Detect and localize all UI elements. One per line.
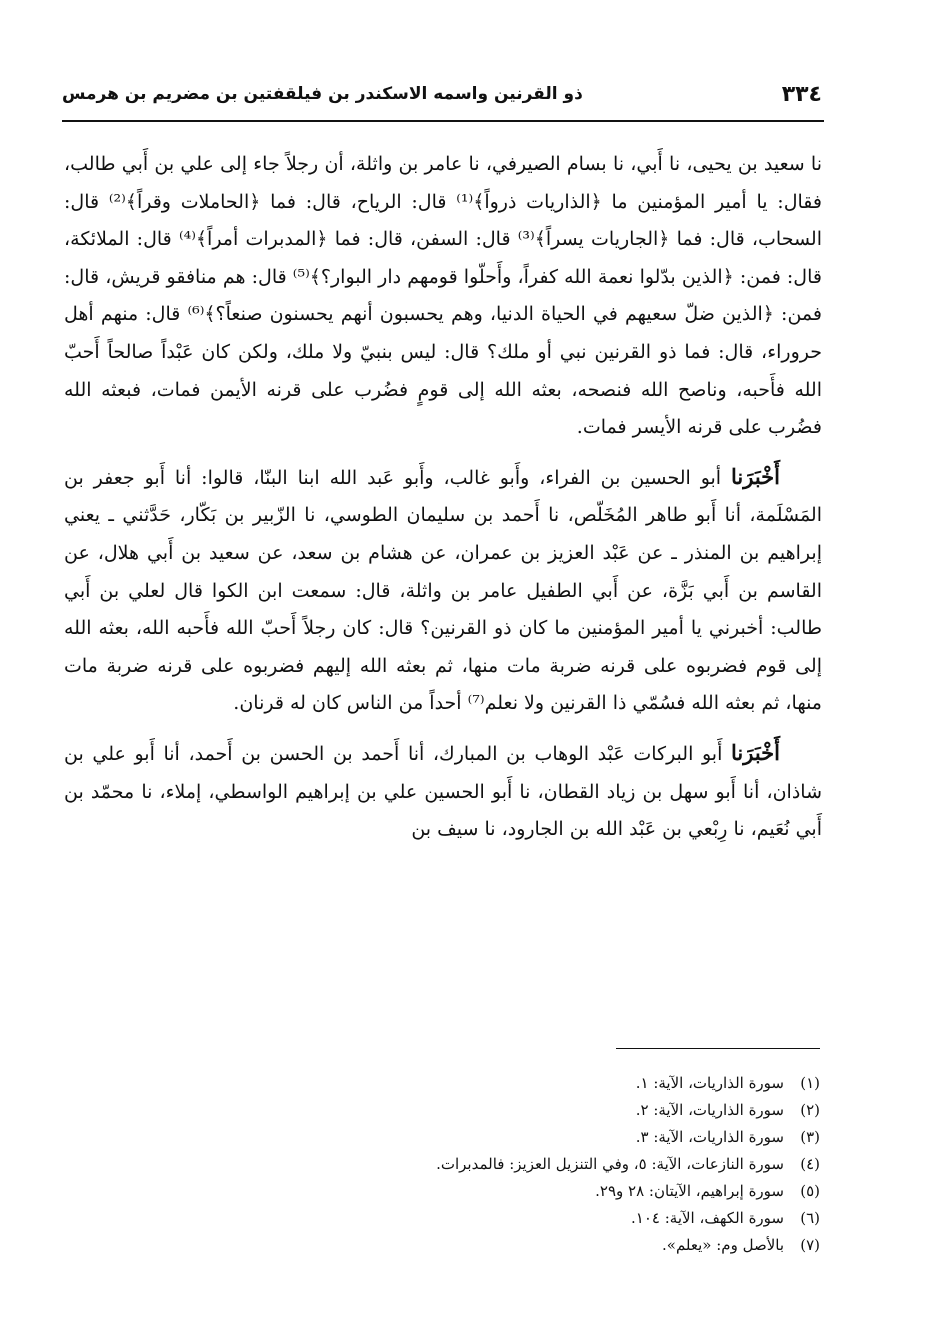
footnote-text: سورة الكهف، الآية: ١٠٤. [631,1209,784,1227]
akhbarana-lead: أَخْبَرَنا [731,463,780,489]
paragraph-2 [64,458,822,723]
footnote [180,1205,820,1232]
footnotes [180,1070,820,1259]
footnote-text: سورة الذاريات، الآية: ١. [635,1074,784,1092]
footnote-text: سورة النازعات، الآية: ٥، وفي التنزيل العزيز: فالمدبرات. [436,1155,784,1173]
footnote [180,1232,820,1259]
footnote-separator [616,1048,820,1049]
footnote [180,1097,820,1124]
footnote-number: (٤) [800,1155,820,1173]
footnote-text: سورة الذاريات، الآية: ٢. [635,1101,784,1119]
paragraph-3 [64,734,822,849]
header-rule [62,120,824,122]
page-header [62,82,822,116]
main-text [64,146,822,849]
running-title: ذو القرنين واسمه الاسكندر بن فيلقفتين بن مضريم بن هرمس [62,84,583,104]
footnote [180,1124,820,1151]
paragraph-3-text: أَبو البركات عَبْد الوهاب بن المبارك، أنا أَحمد بن الحسن بن أَحمد، أنا أَبو علي بن شاذان، أنا أَبو سهل بن زياد القطان، نا أَبو الحسين علي بن إبراهيم الواسطي، إملاء، نا محمّد بن أَبي نُعَيم، نا رِبْعي بن عَبْد الله بن الجارود، نا سيف بن [64,742,822,841]
footnote-number: (٥) [800,1182,820,1200]
paragraph-2-text: أبو الحسين بن الفراء، وأَبو غالب، وأَبو عَبد الله ابنا البنّا، قالوا: أنا أَبو جعفر بن المَسْلَمة، أنا أَبو طاهر المُخَلّص، نا أَحمد بن سليمان الطوسي، نا الزّبير بن بَكّار، حَدَّثني ـ يعني إبراهيم بن المنذر ـ عن عَبْد العزيز بن عمران، عن هشام بن سعد، عن سعيد بن أَبي هلال، عن القاسم بن أَبي بَزَّة، عن أَبي الطفيل عامر بن واثلة، قال: سمعت ابن الكوا قال لعلي بن أَبي طالب: أخبرني يا أمير المؤمنين ما كان ذو القرنين؟ قال: كان رجلاً أَحبّ الله فأَحبه الله، بعثه الله إلى قوم فضربوه على قرنه ضربة مات منها، ثم بعثه الله إليهم فضربوه على قرنه ضربة مات منها، ثم بعثه الله فسُمّي ذا القرنين ولا نعلم⁽⁷⁾ أحداً من الناس كان له قرنان. [64,466,822,715]
page-number: ٣٣٤ [781,82,822,107]
footnote-text: بالأصل وم: «يعلم». [662,1236,784,1254]
footnote-number: (٢) [800,1101,820,1119]
footnote [180,1178,820,1205]
footnote [180,1070,820,1097]
footnote-number: (٣) [800,1128,820,1146]
footnote-number: (١) [800,1074,820,1092]
footnote-number: (٦) [800,1209,820,1227]
footnote-text: سورة الذاريات، الآية: ٣. [635,1128,784,1146]
footnote [180,1151,820,1178]
akhbarana-lead: أَخْبَرَنا [731,739,780,765]
footnote-number: (٧) [800,1236,820,1254]
paragraph-1: نا سعيد بن يحيى، نا أَبي، نا بسام الصيرفي، نا عامر بن واثلة، أن رجلاً جاء إلى علي بن أَبي طالب، فقال: يا أمير المؤمنين ما ﴿الذاريات ذرواً﴾⁽¹⁾ قال: الرياح، قال: فما ﴿الحاملات وقراً﴾⁽²⁾ قال: السحاب، قال: فما ﴿الجاريات يسراً﴾⁽³⁾ قال: السفن، قال: فما ﴿المدبرات أمراً﴾⁽⁴⁾ قال: الملائكة، قال: فمن: ﴿الذين بدّلوا نعمة الله كفراً، وأَحلّوا قومهم دار البوار؟﴾⁽⁵⁾ قال: هم منافقو قريش، قال: فمن: ﴿الذين ضلّ سعيهم في الحياة الدنيا، وهم يحسبون أنهم يحسنون صنعاً؟﴾⁽⁶⁾ قال: منهم أهل حروراء، قال: فما ذو القرنين نبي أو ملك؟ قال: ليس بنبيّ ولا ملك، ولكن كان عَبْداً صالحاً أَحبّ الله فأَحبه، وناصح الله فنصحه، بعثه الله إلى قومٍ فضُرب على قرنه الأيمن فمات، فبعثه الله فضُرب على قرنه الأيسر فمات. [64,153,823,439]
footnote-text: سورة إبراهيم، الآيتان: ٢٨ و٢٩. [595,1182,784,1200]
